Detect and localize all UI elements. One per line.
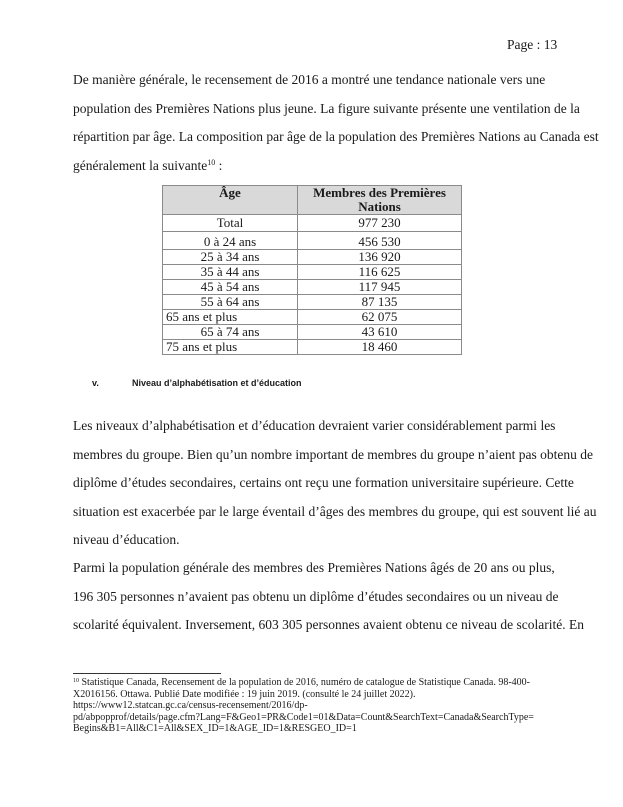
- footnote-link[interactable]: https://www12.statcan.gc.ca/census-recensement/2016/dp-: [73, 700, 308, 711]
- table-row: [163, 265, 462, 280]
- members-cell: 116 625: [298, 265, 462, 280]
- age-cell: 0 à 24 ans: [163, 232, 298, 250]
- text-line: De manière générale, le recensement de 2016 a montré une tendance nationale vers une: [73, 72, 546, 87]
- age-distribution-table: [162, 185, 462, 355]
- members-cell: 136 920: [298, 250, 462, 265]
- text-line: Les niveaux d’alphabétisation et d’éducation devraient varier considérablement parmi les: [73, 418, 556, 433]
- text-segment: Statistique Canada, Recensement de la population de 2016, numéro de catalogue de Statistique Canada. 98-400-: [79, 677, 530, 688]
- table-row: [163, 232, 462, 250]
- text-line: répartition par âge. La composition par âge de la population des Premières Nations au Canada est: [73, 129, 599, 144]
- table-row: [163, 250, 462, 265]
- footnote: [73, 677, 573, 735]
- section-title: Niveau d’alphabétisation et d’éducation: [132, 378, 302, 388]
- column-header-age: Âge: [163, 186, 298, 215]
- age-cell: 45 à 54 ans: [163, 280, 298, 295]
- table-header-row: [163, 186, 462, 215]
- column-header-members: Membres des Premières Nations: [298, 186, 462, 215]
- footnote-link[interactable]: pd/abpopprof/details/page.cfm?Lang=F&Geo1=PR&Code1=01&Data=Count&SearchText=Canada&SearchType=: [73, 711, 534, 723]
- text-line: 196 305 personnes n’avaient pas obtenu un diplôme d’études secondaires ou un niveau de: [73, 588, 559, 604]
- members-cell: 43 610: [298, 325, 462, 340]
- members-cell: 977 230: [298, 215, 462, 232]
- text-line: scolarité équivalent. Inversement, 603 305 personnes avaient obtenu ce niveau de scolarité. En: [73, 617, 584, 632]
- table-row: [163, 280, 462, 295]
- table-row: [163, 340, 462, 355]
- members-cell: 18 460: [298, 340, 462, 355]
- age-cell: 55 à 64 ans: [163, 295, 298, 310]
- text-line: Parmi la population générale des membres des Premières Nations âgés de 20 ans ou plus,: [73, 560, 555, 575]
- page-number: Page : 13: [507, 37, 558, 52]
- text-line: [73, 152, 573, 181]
- age-cell: 35 à 44 ans: [163, 265, 298, 280]
- text-segment: généralement la suivante: [73, 157, 208, 173]
- members-cell: 456 530: [298, 232, 462, 250]
- age-cell: 75 ans et plus: [163, 340, 298, 355]
- section-number: v.: [92, 378, 99, 388]
- footnote-reference[interactable]: 10: [207, 157, 216, 167]
- text-line: niveau d’éducation.: [73, 532, 180, 547]
- footnote-number: 10: [73, 678, 79, 684]
- table-row: [163, 310, 462, 325]
- table-row: [163, 295, 462, 310]
- members-cell: 62 075: [298, 310, 462, 325]
- members-cell: 87 135: [298, 295, 462, 310]
- intro-paragraph: [73, 66, 599, 180]
- text-line: X2016156. Ottawa. Publié Date modifiée : 19 juin 2019. (consulté le 24 juillet 2022).: [73, 688, 416, 700]
- age-cell: 65 ans et plus: [163, 310, 298, 325]
- text-line: membres du groupe. Bien qu’un nombre important de membres du groupe n’aient pas obtenu de: [73, 446, 593, 462]
- age-cell: 25 à 34 ans: [163, 250, 298, 265]
- section-heading: [92, 378, 302, 388]
- age-cell: 65 à 74 ans: [163, 325, 298, 340]
- footnote-separator: [73, 673, 221, 674]
- text-segment: :: [215, 157, 223, 173]
- text-line: situation est exacerbée par le large éventail d’âges des membres du groupe, qui est souvent lié au: [73, 503, 597, 519]
- table-row: [163, 215, 462, 232]
- table-row: [163, 325, 462, 340]
- education-paragraph: [73, 554, 584, 640]
- age-cell: Total: [163, 215, 298, 232]
- literacy-paragraph: [73, 412, 597, 555]
- text-line: population des Premières Nations plus jeune. La figure suivante présente une ventilation de la: [73, 100, 580, 116]
- text-line: [73, 677, 573, 689]
- members-cell: 117 945: [298, 280, 462, 295]
- text-line: diplôme d’études secondaires, certains ont reçu une formation universitaire supérieure. Cette: [73, 475, 574, 490]
- footnote-link[interactable]: Begins&B1=All&C1=All&SEX_ID=1&AGE_ID=1&RESGEO_ID=1: [73, 723, 357, 734]
